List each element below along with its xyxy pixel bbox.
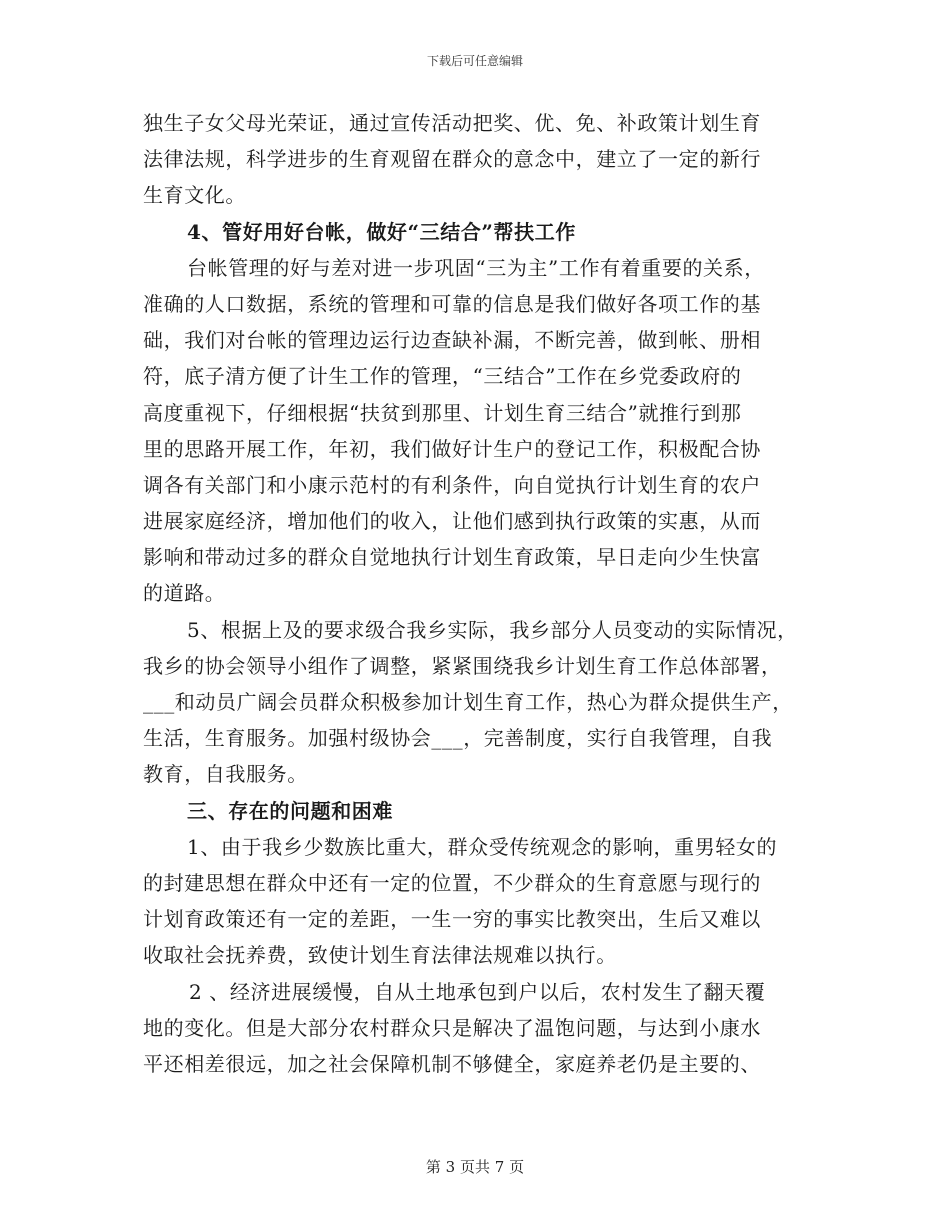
body-line: 的封建思想在群众中还有一定的位置，不少群众的生育意愿与现行的 [143,870,761,895]
paragraph-first-line: 2 、经济进展缓慢，自从土地承包到户以后，农村发生了翻天覆 [189,979,766,1004]
body-line: 平还相差很远，加之社会保障机制不够健全，家庭养老仍是主要的、 [143,1051,761,1076]
paragraph-first-line: 1、由于我乡少数族比重大，群众受传统观念的影响，重男轻女的 [187,834,778,859]
body-line: 生育文化。 [143,183,246,208]
section-heading: 三、存在的问题和困难 [187,798,393,823]
body-line: 地的变化。但是大部分农村群众只是解决了温饱问题，与达到小康水 [143,1015,761,1040]
document-body [143,105,823,1082]
section-heading: 4、管好用好台帐，做好“三结合”帮扶工作 [187,219,576,244]
paragraph-first-line: 台帐管理的好与差对进一步巩固“三为主”工作有着重要的关系， [187,255,765,280]
body-line: ___和动员广阔会员群众积极参加计划生育工作，热心为群众提供生产， [143,690,793,714]
body-line: 独生子女父母光荣证，通过宣传活动把奖、优、免、补政策计划生育 [143,111,761,135]
body-line: 的道路。 [143,581,226,606]
body-line: 法律法规，科学进步的生育观留在群众的意念中，建立了一定的新行 [143,147,761,172]
body-line: 调各有关部门和小康示范村的有利条件，向自觉执行计划生育的农户 [143,472,761,497]
body-line: 础，我们对台帐的管理边运行边查缺补漏，不断完善，做到帐、册相 [143,328,761,353]
body-line: 符，底子清方便了计生工作的管理，“三结合”工作在乡党委政府的 [143,364,742,389]
body-line: 准确的人口数据，系统的管理和可靠的信息是我们做好各项工作的基 [143,291,761,316]
body-line: 进展家庭经济，增加他们的收入，让他们感到执行政策的实惠，从而 [143,509,761,534]
body-line: 高度重视下，仔细根据“扶贫到那里、计划生育三结合”就推行到那 [143,400,742,425]
body-line: 收取社会抚养费，致使计划生育法律法规难以执行。 [143,943,617,968]
body-line: 计划育政策还有一定的差距，一生一穷的事实比教突出，生后又难以 [143,907,761,932]
page-footer: 第 3 页共 7 页 [425,1158,525,1176]
page-header: 下载后可任意编辑 [426,54,523,68]
body-line: 教育，自我服务。 [143,762,308,787]
body-line: 生活，生育服务。加强村级协会___，完善制度，实行自我管理，自我 [143,726,773,751]
body-line: 里的思路开展工作，年初，我们做好计生户的登记工作，积极配合协 [143,436,761,461]
body-line: 影响和带动过多的群众自觉地执行计划生育政策，早日走向少生快富 [143,545,761,570]
body-line: 我乡的协会领导小组作了调整，紧紧围绕我乡计划生育工作总体部署， [143,653,782,678]
paragraph-first-line: 5、根据上及的要求级合我乡实际，我乡部分人员变动的实际情况， [187,617,798,642]
